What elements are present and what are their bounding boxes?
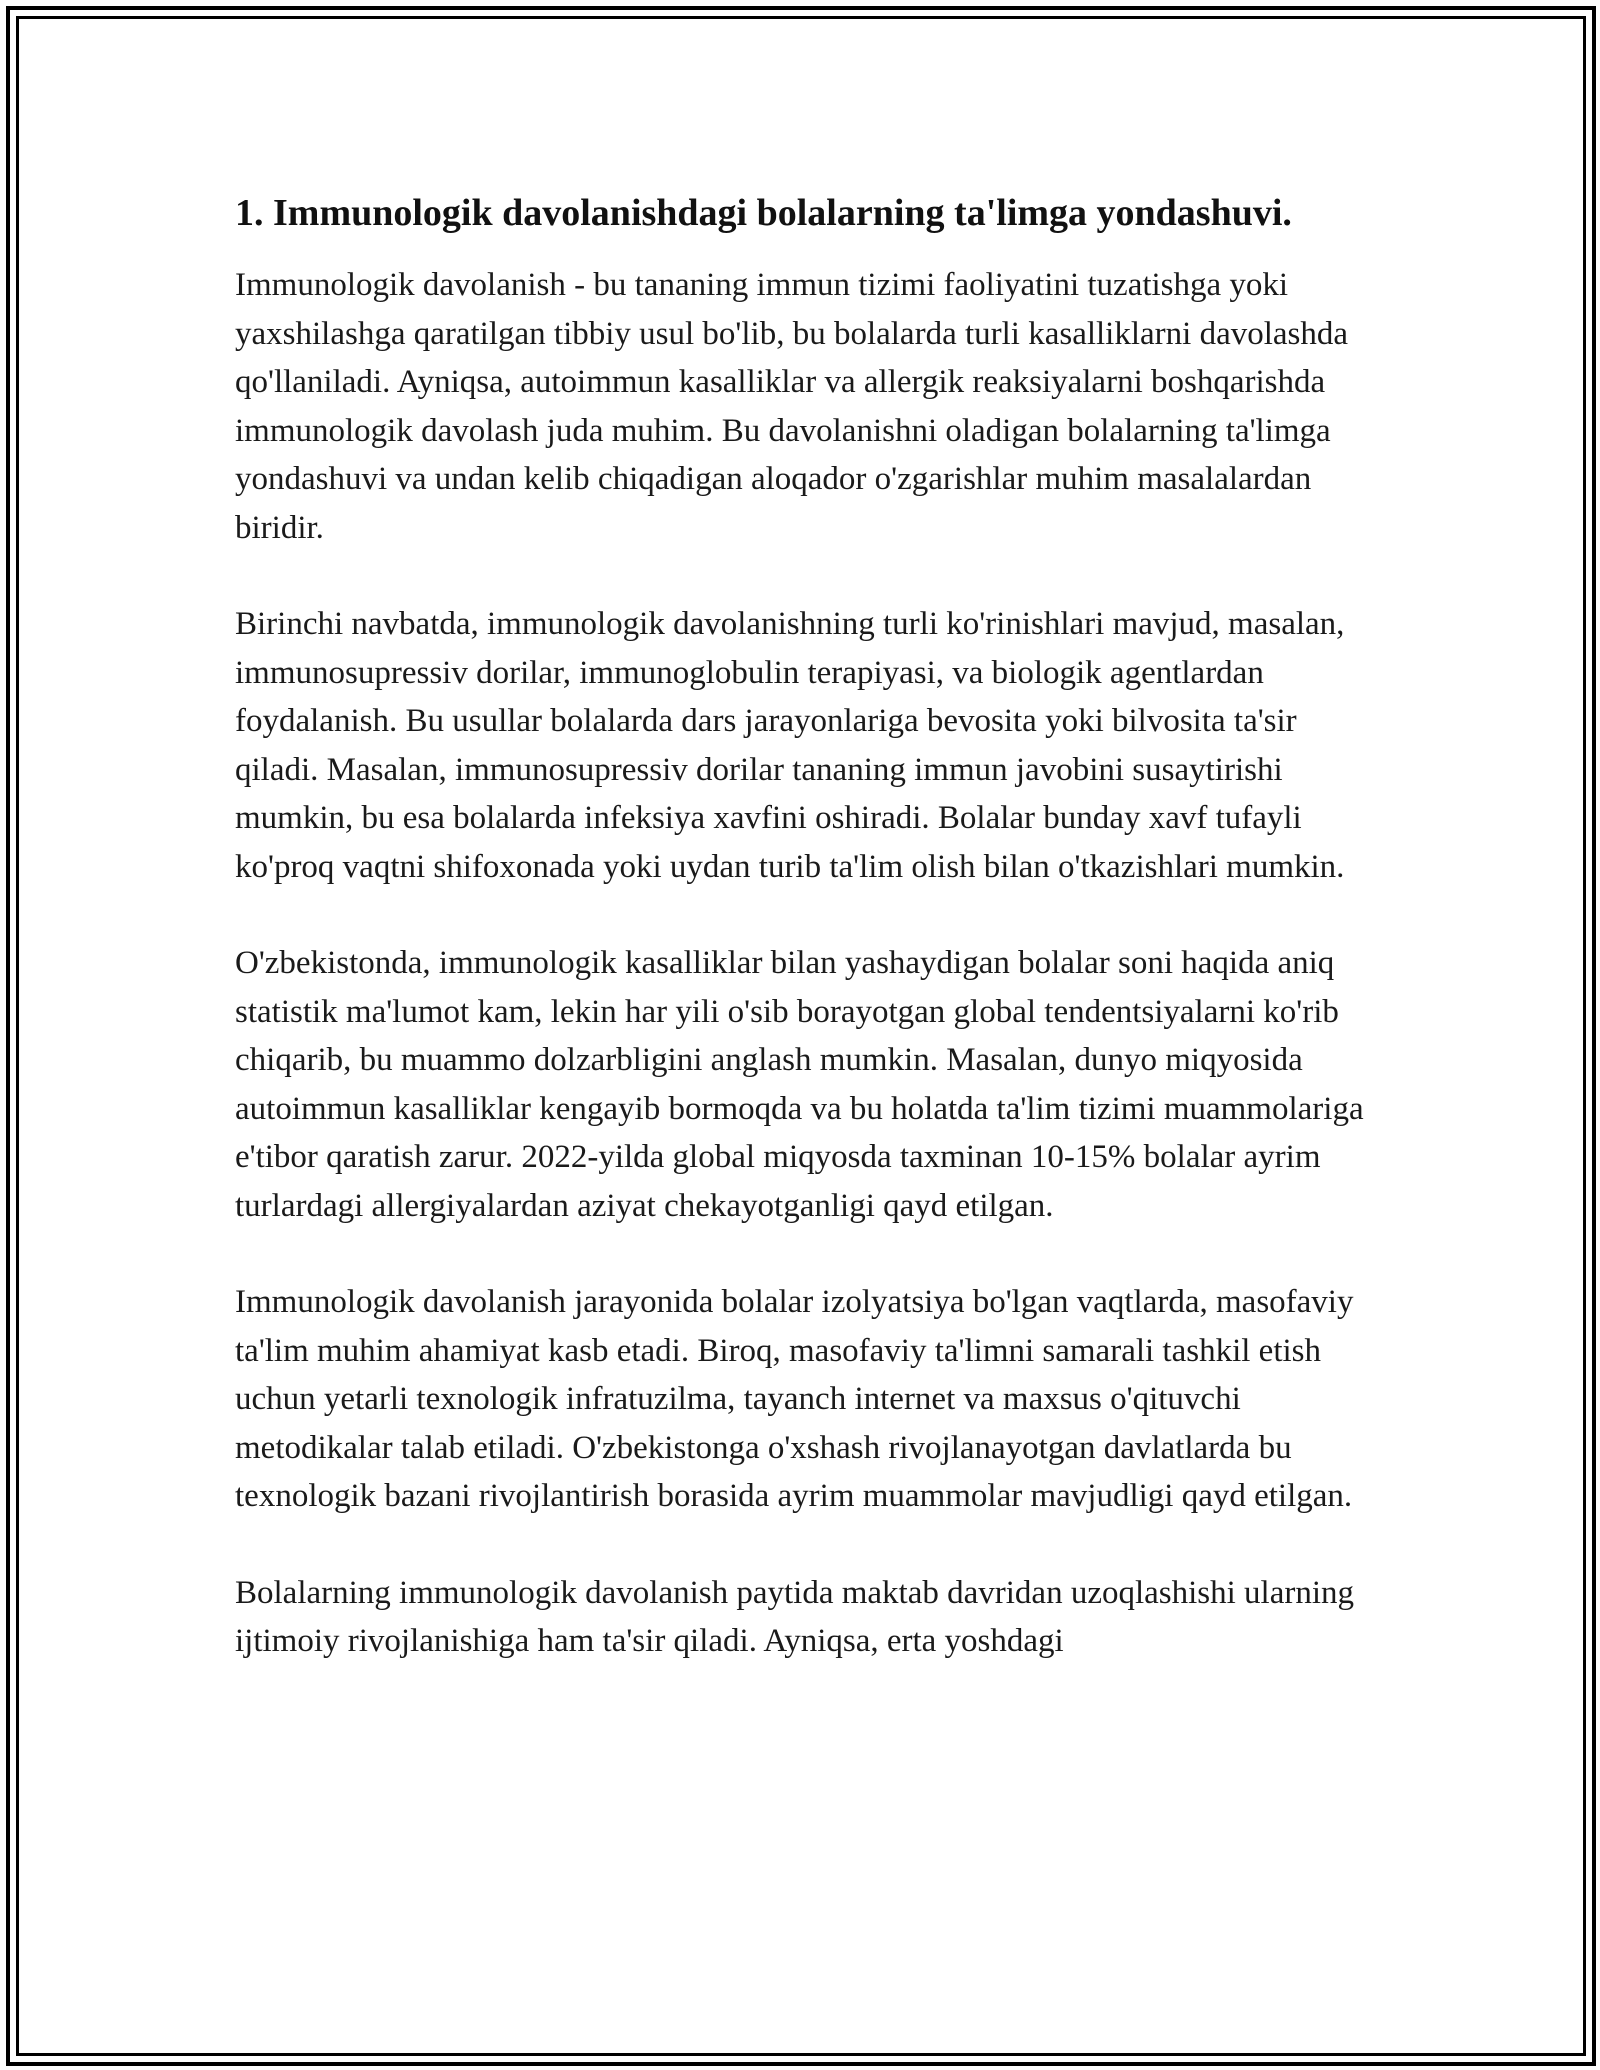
paragraph-2: Birinchi navbatda, immunologik davolanishning turli ko'rinishlari mavjud, masalan, immunosupressiv dorilar, immunoglobulin terapiyasi, va biologik agentlardan foydalanish. Bu usullar bolalarda dars jarayonlariga bevosita yoki bilvosita ta'sir qiladi. Masalan, immunosupressiv dorilar tananing immun javobini susaytirishi mumkin, bu esa bolalarda infeksiya xavfini oshiradi. Bolalar bunday xavf tufayli ko'proq vaqtni shifoxonada yoki uydan turib ta'lim olish bilan o'tkazishlari mumkin. [235,606,1345,885]
paragraph-5: Bolalarning immunologik davolanish paytida maktab davridan uzoqlashishi ularning ijtimoiy rivojlanishiga ham ta'sir qiladi. Ayniqsa, erta yoshdagi [235,1574,1355,1659]
paragraph-3: O'zbekistonda, immunologik kasalliklar bilan yashaydigan bolalar soni haqida aniq statistik ma'lumot kam, lekin har yili o'sib borayotgan global tendentsiyalarni ko'rib chiqarib, bu muammo dolzarbligini anglash mumkin. Masalan, dunyo miqyosida autoimmun kasalliklar kengayib bormoqda va bu holatda ta'lim tizimi muammolariga e'tibor qaratish zarur. 2022-yilda global miqyosda taxminan 10-15% bolalar ayrim turlardagi allergiyalardan aziyat chekayotganligi qayd etilgan. [235,945,1364,1224]
document-body [235,188,1370,1666]
paragraph-1: Immunologik davolanish - bu tananing immun tizimi faoliyatini tuzatishga yoki yaxshilashga qaratilgan tibbiy usul bo'lib, bu bolalarda turli kasalliklarni davolashda qo'llaniladi. Ayniqsa, autoimmun kasalliklar va allergik reaksiyalarni boshqarishda immunologik davolash juda muhim. Bu davolanishni oladigan bolalarning ta'limga yondashuvi va undan kelib chiqadigan aloqador o'zgarishlar muhim masalalardan biridir. [235,267,1349,546]
paragraph-4: Immunologik davolanish jarayonida bolalar izolyatsiya bo'lgan vaqtlarda, masofaviy ta'lim muhim ahamiyat kasb etadi. Biroq, masofaviy ta'limni samarali tashkil etish uchun yetarli texnologik infratuzilma, tayanch internet va maxsus o'qituvchi metodikalar talab etiladi. O'zbekistonga o'xshash rivojlanayotgan davlatlarda bu texnologik bazani rivojlantirish borasida ayrim muammolar mavjudligi qayd etilgan. [235,1284,1354,1514]
section-heading: 1. Immunologik davolanishdagi bolalarning ta'limga yondashuvi. [235,192,1292,234]
